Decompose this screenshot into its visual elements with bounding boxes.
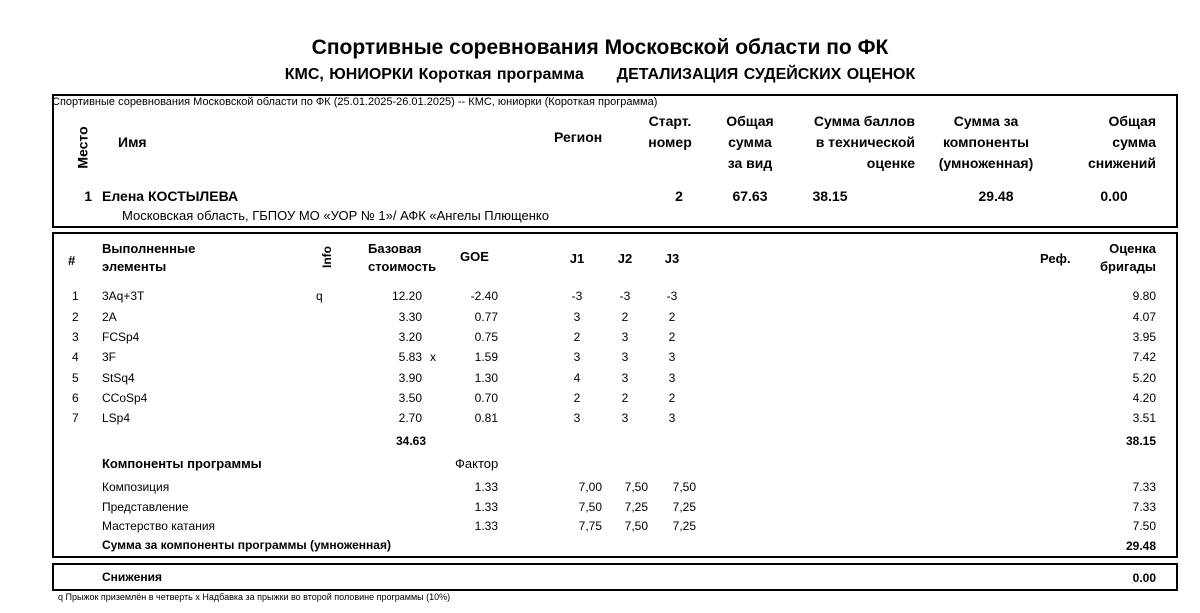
referee-header: Реф. <box>1040 251 1071 266</box>
element-num: 1 <box>72 289 79 303</box>
skater-pcs: 29.48 <box>978 188 1014 204</box>
components-total-label: Сумма за компоненты программы (умноженная) <box>102 538 391 552</box>
element-j1: 3 <box>573 350 581 364</box>
element-j3: -3 <box>666 289 678 303</box>
deductions-total: 0.00 <box>1132 571 1156 585</box>
component-j1: 7,75 <box>578 519 602 533</box>
element-code: StSq4 <box>102 371 135 385</box>
element-bonus-mark: x <box>430 350 436 364</box>
element-j1: -3 <box>571 289 583 303</box>
goe-header: GOE <box>460 249 489 264</box>
element-panel-score: 9.80 <box>1132 289 1156 303</box>
skater-club: Московская область, ГБПОУ МО «УОР № 1»/ АФК «Ангелы Плющенко <box>122 208 549 223</box>
component-j2: 7,50 <box>624 519 648 533</box>
subtitle-report-type: ДЕТАЛИЗАЦИЯ СУДЕЙСКИХ ОЦЕНОК <box>616 66 916 83</box>
skater-name: Елена КОСТЫЛЕВА <box>102 188 239 204</box>
component-score: 7.50 <box>1132 519 1156 533</box>
element-base-value: 12.20 <box>391 289 422 303</box>
element-code: CCoSp4 <box>102 391 148 405</box>
element-j2: 3 <box>621 350 629 364</box>
element-base-value: 2.70 <box>398 411 422 425</box>
element-goe: 1.30 <box>474 371 498 385</box>
element-code: FCSp4 <box>102 330 140 344</box>
total-header: Общая сумма за вид <box>726 113 774 171</box>
element-code: LSp4 <box>102 411 131 425</box>
element-j2: 3 <box>621 330 629 344</box>
element-info: q <box>316 289 323 303</box>
j2-header: J2 <box>617 251 633 266</box>
component-factor: 1.33 <box>474 519 498 533</box>
j3-header: J3 <box>664 251 680 266</box>
element-j3: 2 <box>668 330 676 344</box>
component-name: Композиция <box>102 480 170 494</box>
element-panel-score: 4.20 <box>1132 391 1156 405</box>
summary-box <box>52 94 1178 228</box>
element-j1: 2 <box>573 330 581 344</box>
element-num: 5 <box>72 371 79 385</box>
footnote: q Прыжок приземлён в четверть x Надбавка за прыжки во второй половине программы (10%) <box>58 592 451 602</box>
element-base-value: 3.30 <box>398 310 422 324</box>
details-box <box>52 232 1178 558</box>
element-panel-score: 5.20 <box>1132 371 1156 385</box>
component-j2: 7,50 <box>624 480 648 494</box>
component-name: Представление <box>102 500 189 514</box>
element-panel-score: 3.95 <box>1132 330 1156 344</box>
element-num: 2 <box>72 310 79 324</box>
elements-base-total: 34.63 <box>395 434 426 448</box>
skater-tes: 38.15 <box>812 188 848 204</box>
element-j1: 3 <box>573 411 581 425</box>
component-factor: 1.33 <box>474 500 498 514</box>
element-code: 3Aq+3T <box>102 289 145 303</box>
element-base-value: 3.50 <box>398 391 422 405</box>
element-panel-score: 3.51 <box>1132 411 1156 425</box>
element-goe: 0.81 <box>474 411 498 425</box>
component-score: 7.33 <box>1132 480 1156 494</box>
event-line: Спортивные соревнования Московской области по ФК (25.01.2025-26.01.2025) -- КМС, юниорки (Короткая программа) <box>52 96 658 108</box>
element-panel-score: 4.07 <box>1132 310 1156 324</box>
subtitle-category: КМС, ЮНИОРКИ Короткая программа <box>284 66 584 83</box>
elements-score-total: 38.15 <box>1125 434 1156 448</box>
place-header: Место <box>74 126 91 169</box>
components-title: Компоненты программы <box>102 456 262 471</box>
base-value-header: Базовая стоимость <box>368 241 437 274</box>
component-j3: 7,50 <box>672 480 696 494</box>
panel-score-header: Оценка бригады <box>1100 241 1156 274</box>
element-panel-score: 7.42 <box>1132 350 1156 364</box>
info-header: Info <box>320 246 334 268</box>
name-header: Имя <box>118 134 147 150</box>
element-base-value: 3.20 <box>398 330 422 344</box>
component-name: Мастерство катания <box>102 519 216 533</box>
component-factor: 1.33 <box>474 480 498 494</box>
element-j1: 3 <box>573 310 581 324</box>
element-goe: -2.40 <box>470 289 498 303</box>
element-j3: 3 <box>668 350 676 364</box>
deductions-header: Общая сумма снижений <box>1087 113 1156 171</box>
factor-header: Фактор <box>455 456 499 471</box>
element-code: 3F <box>102 350 117 364</box>
component-j2: 7,25 <box>624 500 648 514</box>
element-goe: 1.59 <box>474 350 498 364</box>
element-j3: 2 <box>668 310 676 324</box>
component-score: 7.33 <box>1132 500 1156 514</box>
skater-start-number: 2 <box>675 188 683 204</box>
deductions-label: Снижения <box>102 570 162 584</box>
element-j2: 3 <box>621 411 629 425</box>
components-total: 29.48 <box>1125 539 1156 553</box>
page-title: Спортивные соревнования Московской области по ФК <box>311 36 889 59</box>
element-num: 4 <box>72 350 79 364</box>
skater-total: 67.63 <box>732 188 768 204</box>
start-number-header: Старт. номер <box>648 113 692 150</box>
element-base-value: 3.90 <box>398 371 422 385</box>
skater-deductions: 0.00 <box>1100 188 1128 204</box>
element-goe: 0.77 <box>474 310 498 324</box>
tes-header: Сумма баллов в технической оценке <box>813 113 915 171</box>
component-j3: 7,25 <box>672 500 696 514</box>
element-num: 3 <box>72 330 79 344</box>
component-j1: 7,00 <box>578 480 602 494</box>
element-j2: 2 <box>621 391 629 405</box>
deductions-box <box>52 563 1178 591</box>
element-code: 2A <box>102 310 117 324</box>
element-goe: 0.75 <box>474 330 498 344</box>
element-goe: 0.70 <box>474 391 498 405</box>
element-j1: 2 <box>573 391 581 405</box>
element-num: 6 <box>72 391 79 405</box>
element-j2: 2 <box>621 310 629 324</box>
element-num: 7 <box>72 411 79 425</box>
j1-header: J1 <box>569 251 585 266</box>
element-j3: 3 <box>668 371 676 385</box>
element-j2: -3 <box>619 289 631 303</box>
component-j1: 7,50 <box>578 500 602 514</box>
page-subtitle <box>0 66 1200 84</box>
element-j2: 3 <box>621 371 629 385</box>
pcs-header: Сумма за компоненты (умноженная) <box>938 113 1034 171</box>
element-j1: 4 <box>573 371 581 385</box>
element-j3: 2 <box>668 391 676 405</box>
skater-place: 1 <box>84 188 92 204</box>
num-header: # <box>68 253 76 268</box>
region-header: Регион <box>554 129 603 145</box>
element-j3: 3 <box>668 411 676 425</box>
element-base-value: 5.83 <box>398 350 422 364</box>
elements-header: Выполненные элементы <box>102 241 196 274</box>
component-j3: 7,25 <box>672 519 696 533</box>
